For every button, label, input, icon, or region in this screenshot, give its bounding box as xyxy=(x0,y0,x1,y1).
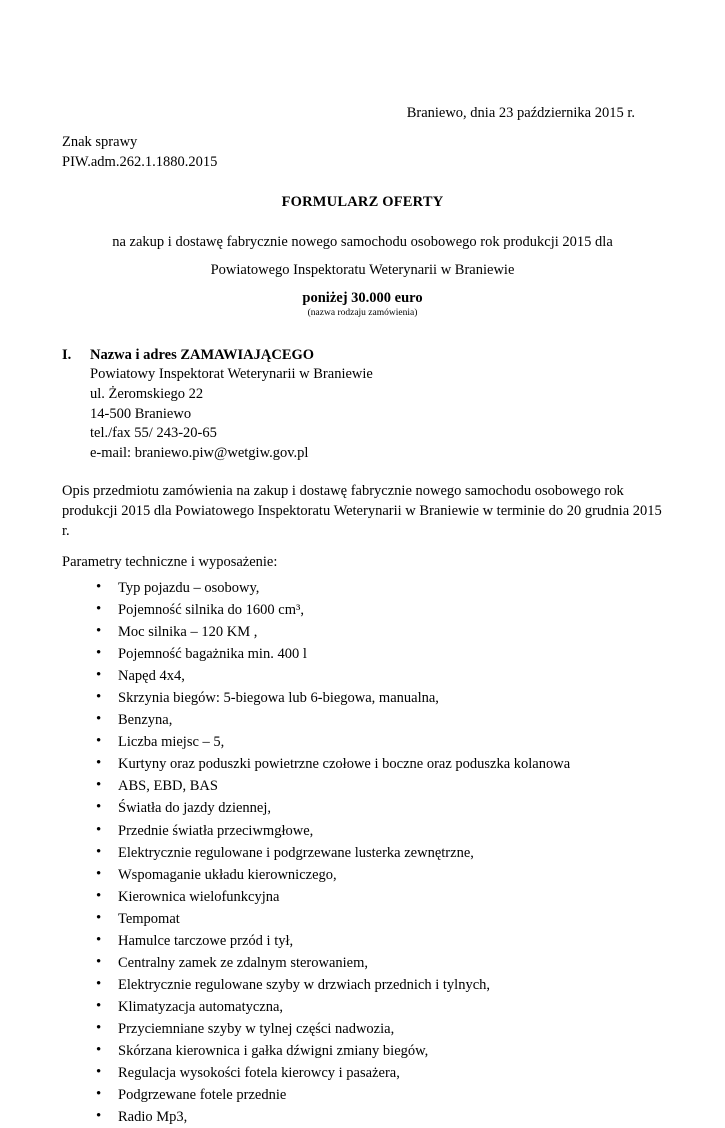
list-item: • Centralny zamek ze zdalnym sterowaniem, xyxy=(96,952,663,974)
list-item: • Kurtyny oraz poduszki powietrzne czołowe i boczne oraz poduszka kolanowa xyxy=(96,753,663,775)
section-heading: Nazwa i adres ZAMAWIAJĄCEGO xyxy=(90,346,315,363)
address-line: Powiatowy Inspektorat Weterynarii w Braniewie xyxy=(90,366,373,383)
list-item: • Regulacja wysokości fotela kierowcy i pasażera, xyxy=(96,1062,663,1084)
list-item: • Światła do jazdy dziennej, xyxy=(96,797,663,819)
section-number: I. xyxy=(62,346,72,363)
list-item: • ABS, EBD, BAS xyxy=(96,775,663,797)
list-item: • Klimatyzacja automatyczna, xyxy=(96,996,663,1018)
address-line: ul. Żeromskiego 22 xyxy=(90,386,204,403)
amount-line: poniżej 30.000 euro xyxy=(302,289,423,306)
subtitle-line-1: na zakup i dostawę fabrycznie nowego samochodu osobowego rok produkcji 2015 dla xyxy=(112,233,613,250)
list-item: • Skrzynia biegów: 5-biegowa lub 6-biegowa, manualna, xyxy=(96,687,663,709)
reference-number: PIW.adm.262.1.1880.2015 xyxy=(62,153,218,170)
address-line: tel./fax 55/ 243-20-65 xyxy=(90,425,217,442)
document-title: FORMULARZ OFERTY xyxy=(281,193,444,210)
section-heading-row xyxy=(62,346,663,366)
email-line: e-mail: braniewo.piw@wetgiw.gov.pl xyxy=(90,444,309,461)
list-item: • Typ pojazdu – osobowy, xyxy=(96,577,663,599)
list-item: • Benzyna, xyxy=(96,709,663,731)
specs-heading: Parametry techniczne i wyposażenie: xyxy=(62,554,278,571)
list-item: • Napęd 4x4, xyxy=(96,665,663,687)
amount-note: (nazwa rodzaju zamówienia) xyxy=(307,307,418,318)
list-item: • Kierownica wielofunkcyjna xyxy=(96,886,663,908)
list-item: • Przednie światła przeciwmgłowe, xyxy=(96,820,663,842)
reference-label: Znak sprawy xyxy=(62,134,138,151)
list-item: • Radio Mp3, xyxy=(96,1106,663,1128)
list-item: • Skórzana kierownica i gałka dźwigni zmiany biegów, xyxy=(96,1040,663,1062)
list-item: • Elektrycznie regulowane i podgrzewane lusterka zewnętrzne, xyxy=(96,842,663,864)
reference-block xyxy=(62,133,663,172)
list-item: • Wspomaganie układu kierowniczego, xyxy=(96,864,663,886)
list-item: • Liczba miejsc – 5, xyxy=(96,731,663,753)
list-item: • Tempomat xyxy=(96,908,663,930)
list-item: • Pojemność bagażnika min. 400 l xyxy=(96,643,663,665)
list-item: • Przyciemniane szyby w tylnej części nadwozia, xyxy=(96,1018,663,1040)
document-date: Braniewo, dnia 23 października 2015 r. xyxy=(406,105,635,121)
list-item: • Pojemność silnika do 1600 cm³, xyxy=(96,599,663,621)
section-contracting-authority xyxy=(62,346,663,463)
list-item: • Elektrycznie regulowane szyby w drzwiach przednich i tylnych, xyxy=(96,974,663,996)
specs-list xyxy=(62,577,663,1128)
list-item: • Moc silnika – 120 KM , xyxy=(96,621,663,643)
list-item: • Hamulce tarczowe przód i tył, xyxy=(96,930,663,952)
section-address-block xyxy=(90,365,663,463)
document-subtitle xyxy=(62,231,663,282)
order-description: Opis przedmiotu zamówienia na zakup i dostawę fabrycznie nowego samochodu osobowego rok produkcji 2015 dla Powiatowego Inspektoratu Weterynarii w Braniewie w terminie do 20 grudnia 2015 r. xyxy=(62,483,662,539)
subtitle-line-2: Powiatowego Inspektoratu Weterynarii w Braniewie xyxy=(210,262,515,279)
address-line: 14-500 Braniewo xyxy=(90,405,192,422)
list-item: • Podgrzewane fotele przednie xyxy=(96,1084,663,1106)
